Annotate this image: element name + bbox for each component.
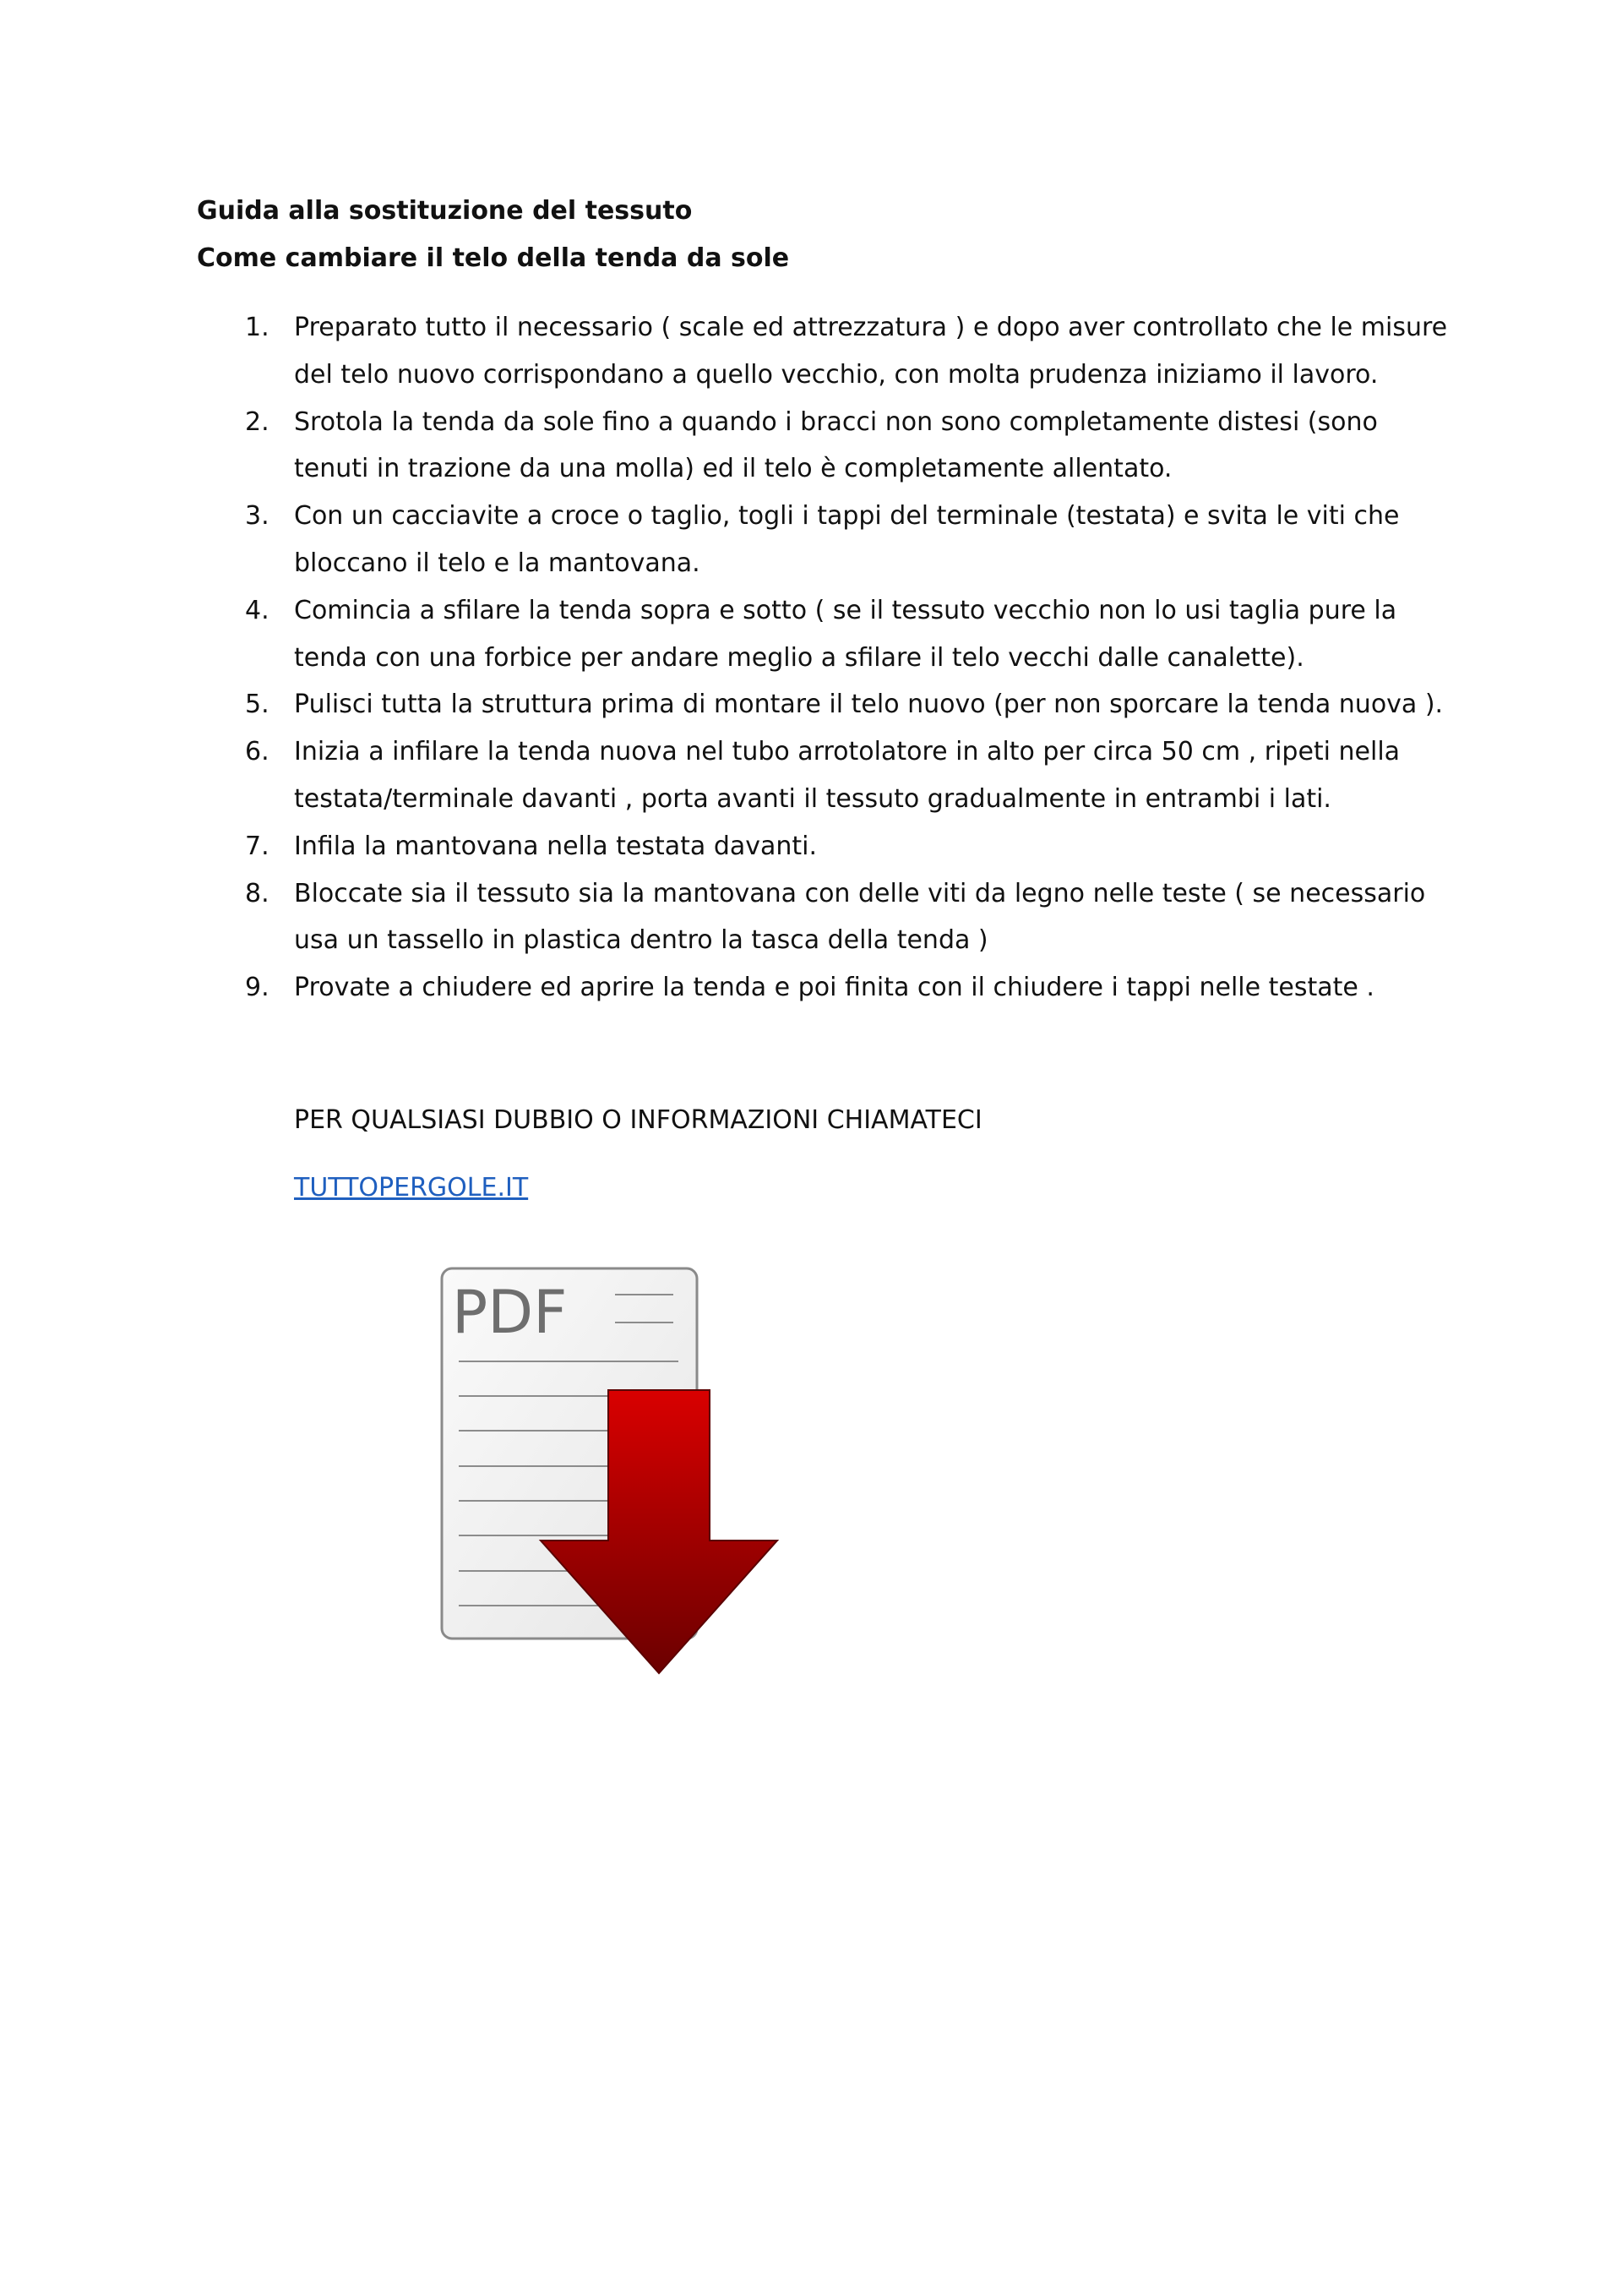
step-text-line: Srotola la tenda da sole fino a quando i bracci non sono completamente distesi (sono: [294, 406, 1378, 437]
step-text-line: Pulisci tutta la struttura prima di montare il telo nuovo (per non sporcare la tenda nuova ).: [294, 690, 1444, 720]
step-text-line: Inizia a infilare la tenda nuova nel tubo arrotolatore in alto per circa 50 cm , ripeti nella: [294, 737, 1401, 767]
website-link[interactable]: TUTTOPERGOLE.IT: [294, 1173, 529, 1203]
step-text-line: del telo nuovo corrispondano a quello vecchio, con molta prudenza iniziamo il lavoro.: [294, 359, 1379, 390]
step-text-line: tenda con una forbice per andare meglio a sfilare il telo vecchi dalle canalette).: [294, 642, 1304, 673]
list-item: [0, 304, 1448, 399]
list-item: [0, 399, 1434, 494]
pdf-label: PDF: [452, 1278, 568, 1347]
list-item: [0, 964, 1434, 1012]
step-number: 9.: [245, 973, 269, 1003]
list-item: [0, 493, 1434, 587]
step-number: 8.: [245, 878, 269, 908]
list-item: [0, 823, 1434, 870]
step-text-line: tenuti in trazione da una molla) ed il telo è completamente allentato.: [294, 454, 1173, 484]
document-subtitle: Come cambiare il telo della tenda da sole: [197, 243, 790, 273]
document-title: Guida alla sostituzione del tessuto: [197, 196, 693, 226]
step-number: 1.: [245, 313, 269, 342]
contact-text: PER QUALSIASI DUBBIO O INFORMAZIONI CHIAMATECI: [294, 1105, 982, 1135]
step-text-line: Provate a chiudere ed aprire la tenda e poi finita con il chiudere i tappi nelle testate .: [294, 973, 1374, 1003]
step-text-line: usa un tassello in plastica dentro la tasca della tenda ): [294, 925, 988, 956]
step-text-line: bloccano il telo e la mantovana.: [294, 548, 700, 578]
list-item: [0, 587, 1434, 682]
list-item: [0, 681, 1444, 728]
steps-list: [0, 304, 1622, 1012]
step-number: 4.: [245, 595, 269, 625]
step-number: 3.: [245, 501, 269, 532]
list-item: [0, 870, 1434, 965]
list-item: [0, 728, 1434, 823]
step-number: 7.: [245, 831, 269, 861]
step-text-line: Comincia a sfilare la tenda sopra e sotto ( se il tessuto vecchio non lo usi taglia pure la: [294, 595, 1397, 625]
step-text-line: Preparato tutto il necessario ( scale ed attrezzatura ) e dopo aver controllato che le misure: [294, 313, 1448, 342]
step-text-line: Con un cacciavite a croce o taglio, togli i tappi del terminale (testata) e svita le viti che: [294, 501, 1400, 532]
step-number: 2.: [245, 406, 269, 437]
step-number: 6.: [245, 737, 269, 767]
step-text-line: Bloccate sia il tessuto sia la mantovana con delle viti da legno nelle teste ( se necessario: [294, 878, 1426, 908]
step-text-line: Infila la mantovana nella testata davanti.: [294, 831, 818, 861]
pdf-download-icon[interactable]: [435, 1263, 781, 1677]
step-text-line: testata/terminale davanti , porta avanti il tessuto gradualmente in entrambi i lati.: [294, 783, 1331, 814]
step-number: 5.: [245, 690, 269, 720]
